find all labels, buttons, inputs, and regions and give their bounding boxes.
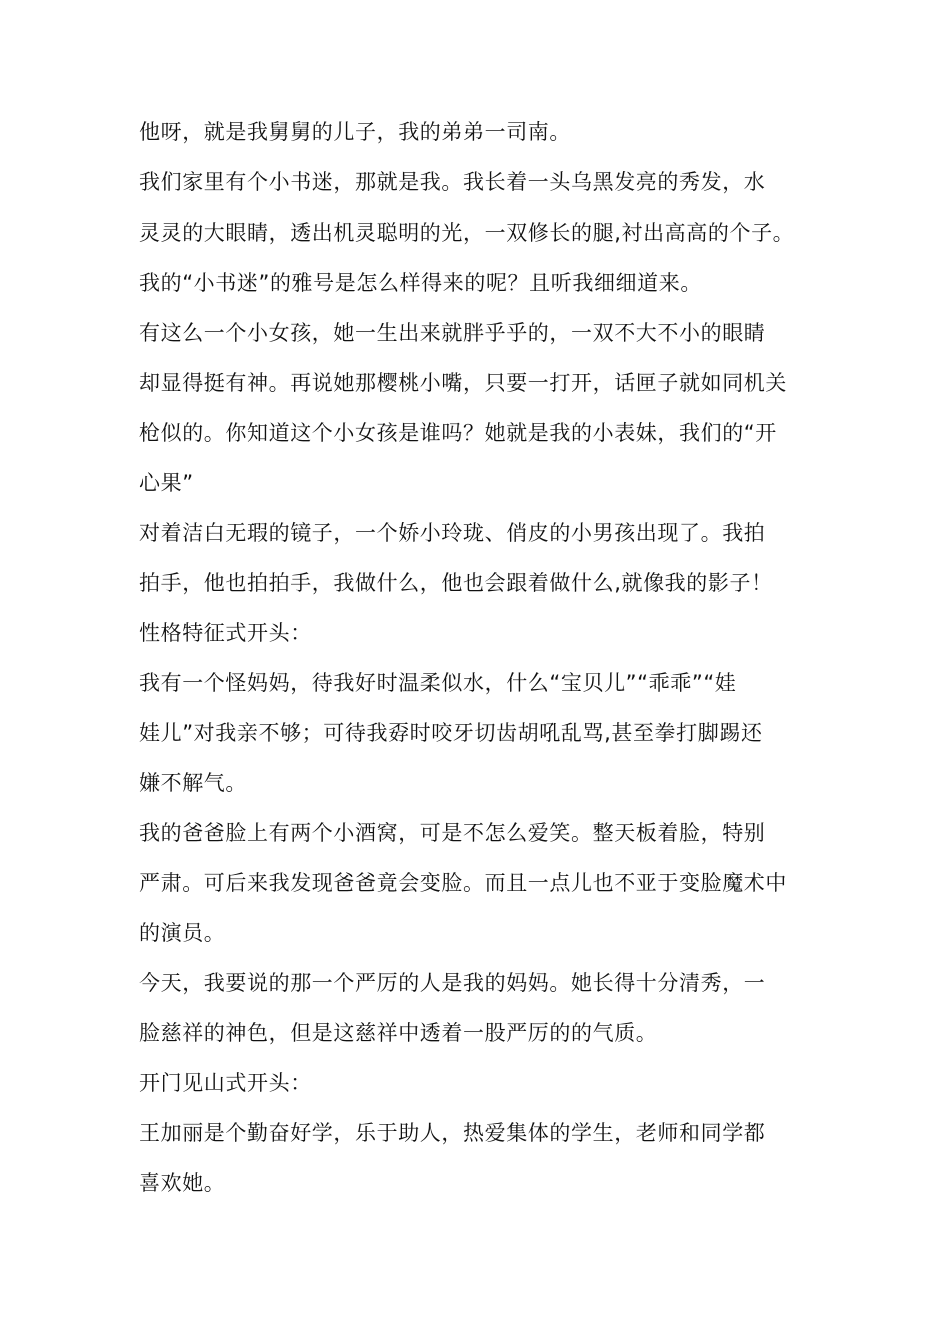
text-line: 拍手，他也拍拍手，我做什么，他也会跟着做什么,就像我的影子！ (139, 571, 773, 595)
text-line: 枪似的。你知道这个小女孩是谁吗？她就是我的小表妹，我们的“开 (139, 421, 777, 445)
text-line: 我的爸爸脸上有两个小酒窝，可是不怎么爱笑。整天板着脸，特别 (139, 821, 766, 845)
text-line: 我的“小书迷”的雅号是怎么样得来的呢？且听我细细道来。 (139, 271, 702, 295)
text-line: 我们家里有个小书迷，那就是我。我长着一头乌黑发亮的秀发，水 (139, 170, 766, 194)
text-line: 今天，我要说的那一个严厉的人是我的妈妈。她长得十分清秀，一 (139, 971, 766, 995)
text-line: 王加丽是个勤奋好学，乐于助人，热爱集体的学生，老师和同学都 (139, 1121, 766, 1145)
text-line: 脸慈祥的神色，但是这慈祥中透着一股严厉的的气质。 (139, 1021, 658, 1045)
text-line: 我有一个怪妈妈，待我好时温柔似水，什么“宝贝儿”“乖乖”“娃 (139, 671, 737, 695)
text-line: 严肃。可后来我发现爸爸竟会变脸。而且一点儿也不亚于变脸魔术中 (139, 871, 787, 895)
text-line: 娃儿”对我亲不够；可待我孬时咬牙切齿胡吼乱骂,甚至拳打脚踢还 (139, 721, 763, 745)
text-line: 嫌不解气。 (139, 771, 247, 795)
text-line: 喜欢她。 (139, 1171, 226, 1195)
section-heading: 性格特征式开头： (139, 621, 312, 645)
text-line: 灵灵的大眼睛，透出机灵聪明的光，一双修长的腿,衬出高高的个子。 (139, 221, 795, 245)
text-line: 的演员。 (139, 921, 226, 945)
text-line: 对着洁白无瑕的镜子，一个娇小玲珑、俏皮的小男孩出现了。我拍 (139, 521, 766, 545)
text-line: 他呀，就是我舅舅的儿子，我的弟弟一司南。 (139, 120, 571, 144)
text-line: 却显得挺有神。再说她那樱桃小嘴，只要一打开，话匣子就如同机关 (139, 371, 787, 395)
section-heading: 开门见山式开头： (139, 1071, 312, 1095)
text-line: 心果” (139, 471, 194, 495)
text-line: 有这么一个小女孩，她一生出来就胖乎乎的，一双不大不小的眼睛 (139, 321, 766, 345)
